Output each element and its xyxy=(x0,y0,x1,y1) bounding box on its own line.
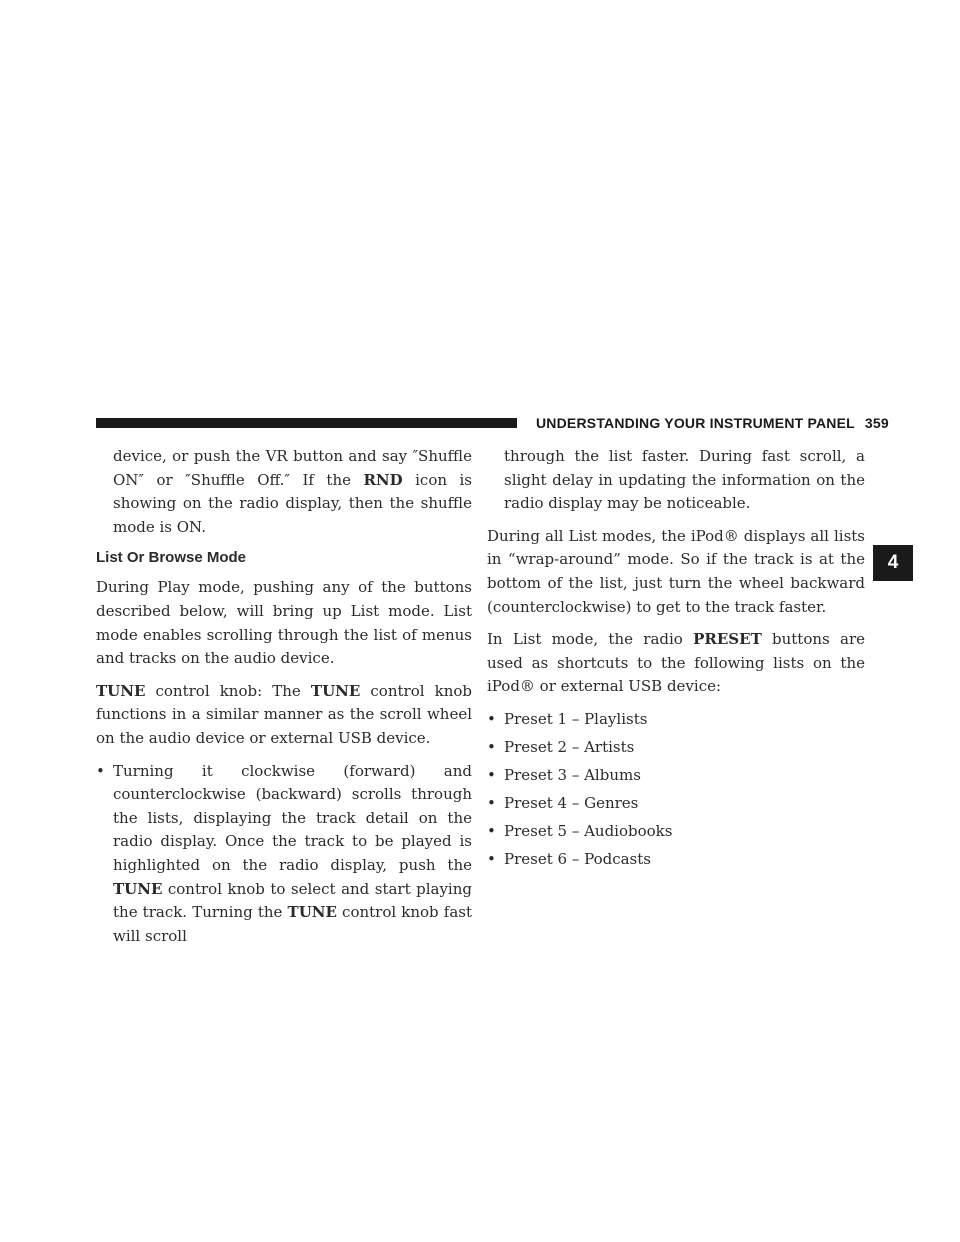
list-item: • Preset 2 – Artists xyxy=(487,736,865,760)
list-item: • Preset 5 – Audiobooks xyxy=(487,820,865,844)
section-heading: List Or Browse Mode xyxy=(96,549,247,567)
preset-list xyxy=(487,708,865,872)
left-column xyxy=(96,445,472,957)
shuffle-paragraph: device, or push the VR button and say ″Shuffle ON″ or ″Shuffle Off.″ If the RND icon is showing on the radio display, then the shuffle mode is ON. xyxy=(113,447,472,536)
section-title: UNDERSTANDING YOUR INSTRUMENT PANEL xyxy=(536,415,855,431)
preset-paragraph: In List mode, the radio PRESET buttons are used as shortcuts to the following lists on the iPod® or external USB device: xyxy=(487,630,866,696)
wrap-around-paragraph: During all List modes, the iPod® displays all lists in “wrap-around” mode. So if the track is at the bottom of the list, just turn the wheel backward (counterclockwise) to get to the track faster. xyxy=(487,526,865,616)
bullet-icon: • xyxy=(487,793,496,812)
bullet-icon: • xyxy=(487,737,496,756)
list-item: • Preset 6 – Podcasts xyxy=(487,848,865,872)
chapter-tab: 4 xyxy=(873,545,913,581)
running-header xyxy=(536,415,889,431)
list-item: • Preset 4 – Genres xyxy=(487,792,865,816)
bullet-icon: • xyxy=(487,765,496,784)
tune-bullet: • Turning it clockwise (forward) and counterclockwise (backward) scrolls through the lists, displaying the track detail on the radio display. Once the track to be played is highlighted on the radio display, push the TUNE control knob to select and start playing the track. Turning the TUNE control knob fast will scroll xyxy=(96,761,472,945)
bullet-icon: • xyxy=(487,709,496,728)
right-column xyxy=(487,445,865,876)
list-mode-paragraph: During Play mode, pushing any of the buttons described below, will bring up List mode. List mode enables scrolling through the list of menus and tracks on the audio device. xyxy=(96,578,472,668)
list-item: • Preset 3 – Albums xyxy=(487,764,865,788)
bullet-icon: • xyxy=(487,821,496,840)
bullet-continuation: through the list faster. During fast scroll, a slight delay in updating the information on the radio display may be noticeable. xyxy=(504,447,865,513)
tune-paragraph: TUNE control knob: The TUNE control knob functions in a similar manner as the scroll wheel on the audio device or external USB device. xyxy=(96,681,473,747)
list-item: • Preset 1 – Playlists xyxy=(487,708,865,732)
header-rule xyxy=(96,418,517,428)
bullet-icon: • xyxy=(487,849,496,868)
bullet-icon: • xyxy=(96,761,105,780)
page-number: 359 xyxy=(864,415,889,431)
